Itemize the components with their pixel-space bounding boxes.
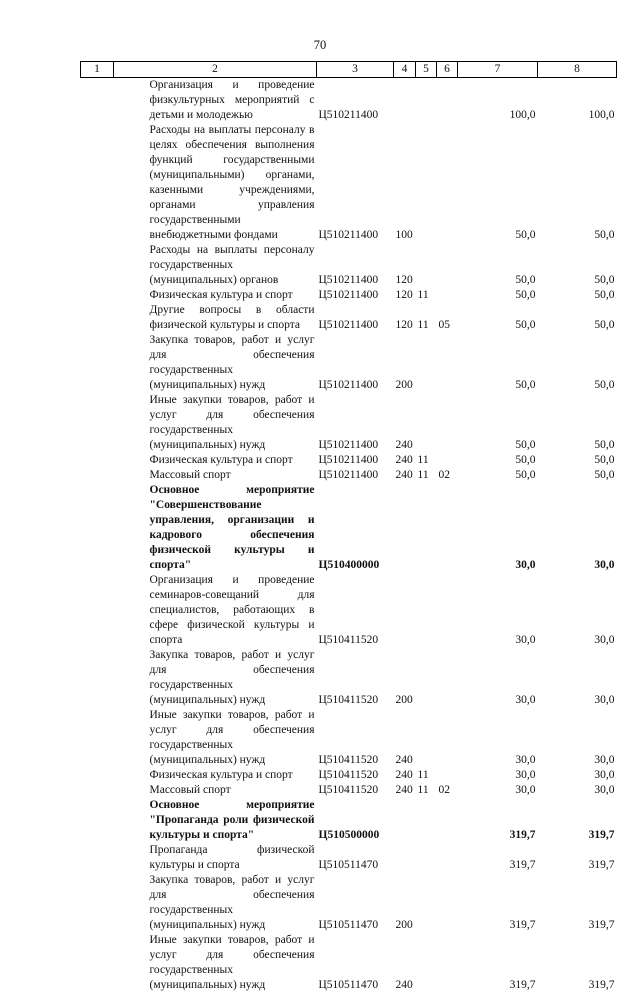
expense-type-cell: 240 (394, 393, 416, 453)
amount-col7-cell: 319,7 (458, 873, 538, 933)
expense-type-cell: 240 (394, 783, 416, 798)
row-name-cell: Закупка товаров, работ и услуг для обеспечения государственных (муниципальных) нужд (114, 333, 317, 393)
table-row (81, 393, 617, 453)
row-index-cell (81, 648, 114, 708)
subsection-cell (437, 288, 458, 303)
amount-col7-cell: 30,0 (458, 768, 538, 783)
expense-type-cell (394, 798, 416, 843)
subsection-cell (437, 483, 458, 573)
target-code-cell: Ц510411520 (317, 768, 394, 783)
row-index-cell (81, 468, 114, 483)
expense-type-cell: 100 (394, 123, 416, 243)
section-cell (416, 123, 437, 243)
table-row (81, 468, 617, 483)
row-name-cell: Расходы на выплаты персоналу в целях обеспечения выполнения функций государственными (муниципальными) органами, казенными учреждениями, органами управления государственными внебюджетными фондами (114, 123, 317, 243)
row-name-cell: Основное мероприятие "Совершенствование управления, организации и кадрового обеспечения физической культуры и спорта" (114, 483, 317, 573)
expense-type-cell: 240 (394, 768, 416, 783)
expense-type-cell (394, 573, 416, 648)
amount-col8-cell: 30,0 (538, 648, 617, 708)
amount-col8-cell: 50,0 (538, 288, 617, 303)
subsection-cell (437, 933, 458, 993)
amount-col7-cell: 50,0 (458, 288, 538, 303)
expense-type-cell: 120 (394, 303, 416, 333)
amount-col8-cell: 50,0 (538, 453, 617, 468)
table-row (81, 453, 617, 468)
target-code-cell: Ц510511470 (317, 933, 394, 993)
section-cell (416, 933, 437, 993)
subsection-cell (437, 768, 458, 783)
amount-col7-cell: 30,0 (458, 483, 538, 573)
row-name-cell: Пропаганда физической культуры и спорта (114, 843, 317, 873)
target-code-cell: Ц510211400 (317, 288, 394, 303)
table-row (81, 798, 617, 843)
section-cell (416, 798, 437, 843)
expense-type-cell: 200 (394, 333, 416, 393)
section-cell (416, 243, 437, 288)
section-cell (416, 843, 437, 873)
header-row (81, 62, 617, 78)
row-index-cell (81, 243, 114, 288)
subsection-cell (437, 123, 458, 243)
row-name-cell: Другие вопросы в области физической культуры и спорта (114, 303, 317, 333)
amount-col7-cell: 319,7 (458, 843, 538, 873)
table-row (81, 768, 617, 783)
subsection-cell: 05 (437, 303, 458, 333)
amount-col8-cell: 319,7 (538, 843, 617, 873)
subsection-cell (437, 798, 458, 843)
table-row (81, 573, 617, 648)
section-cell (416, 648, 437, 708)
target-code-cell: Ц510211400 (317, 243, 394, 288)
table-row (81, 783, 617, 798)
section-cell (416, 873, 437, 933)
table-row (81, 843, 617, 873)
target-code-cell: Ц510211400 (317, 393, 394, 453)
expense-type-cell (394, 483, 416, 573)
section-cell: 11 (416, 303, 437, 333)
section-cell: 11 (416, 453, 437, 468)
table-row (81, 708, 617, 768)
target-code-cell: Ц510411520 (317, 573, 394, 648)
subsection-cell (437, 843, 458, 873)
table-body (81, 78, 617, 993)
subsection-cell (437, 708, 458, 768)
amount-col7-cell: 30,0 (458, 648, 538, 708)
row-index-cell (81, 303, 114, 333)
subsection-cell (437, 453, 458, 468)
row-name-cell: Организация и проведение физкультурных мероприятий с детьми и молодежью (114, 78, 317, 124)
section-cell (416, 708, 437, 768)
row-name-cell: Основное мероприятие "Пропаганда роли физической культуры и спорта" (114, 798, 317, 843)
section-cell: 11 (416, 288, 437, 303)
table-row (81, 333, 617, 393)
amount-col7-cell: 50,0 (458, 243, 538, 288)
target-code-cell: Ц510411520 (317, 783, 394, 798)
row-name-cell: Закупка товаров, работ и услуг для обеспечения государственных (муниципальных) нужд (114, 648, 317, 708)
row-index-cell (81, 483, 114, 573)
expense-type-cell (394, 843, 416, 873)
amount-col7-cell: 319,7 (458, 798, 538, 843)
expense-type-cell: 200 (394, 873, 416, 933)
target-code-cell: Ц510211400 (317, 123, 394, 243)
row-index-cell (81, 783, 114, 798)
subsection-cell (437, 873, 458, 933)
section-cell (416, 333, 437, 393)
amount-col8-cell: 50,0 (538, 123, 617, 243)
target-code-cell: Ц510411520 (317, 648, 394, 708)
row-name-cell: Физическая культура и спорт (114, 288, 317, 303)
amount-col7-cell: 50,0 (458, 453, 538, 468)
amount-col8-cell: 30,0 (538, 768, 617, 783)
subsection-cell (437, 648, 458, 708)
amount-col7-cell: 50,0 (458, 468, 538, 483)
amount-col8-cell: 319,7 (538, 798, 617, 843)
row-index-cell (81, 768, 114, 783)
expense-type-cell: 120 (394, 243, 416, 288)
amount-col8-cell: 319,7 (538, 933, 617, 993)
subsection-cell (437, 243, 458, 288)
amount-col8-cell: 30,0 (538, 783, 617, 798)
row-name-cell: Иные закупки товаров, работ и услуг для обеспечения государственных (муниципальных) нужд (114, 393, 317, 453)
section-cell: 11 (416, 768, 437, 783)
amount-col8-cell: 30,0 (538, 708, 617, 768)
row-index-cell (81, 333, 114, 393)
column-header-1: 1 (81, 62, 114, 78)
expense-type-cell: 240 (394, 933, 416, 993)
amount-col8-cell: 30,0 (538, 483, 617, 573)
row-name-cell: Физическая культура и спорт (114, 768, 317, 783)
table-row (81, 483, 617, 573)
row-name-cell: Расходы на выплаты персоналу государственных (муниципальных) органов (114, 243, 317, 288)
expense-type-cell: 240 (394, 708, 416, 768)
table-row (81, 933, 617, 993)
row-index-cell (81, 933, 114, 993)
target-code-cell: Ц510211400 (317, 78, 394, 124)
section-cell: 11 (416, 783, 437, 798)
expense-type-cell: 200 (394, 648, 416, 708)
expense-type-cell: 240 (394, 453, 416, 468)
row-index-cell (81, 453, 114, 468)
subsection-cell: 02 (437, 783, 458, 798)
subsection-cell (437, 573, 458, 648)
amount-col7-cell: 30,0 (458, 708, 538, 768)
target-code-cell: Ц510500000 (317, 798, 394, 843)
table-row (81, 123, 617, 243)
row-index-cell (81, 873, 114, 933)
amount-col7-cell: 319,7 (458, 933, 538, 993)
subsection-cell (437, 393, 458, 453)
amount-col8-cell: 30,0 (538, 573, 617, 648)
table-row (81, 288, 617, 303)
row-index-cell (81, 78, 114, 124)
amount-col7-cell: 30,0 (458, 783, 538, 798)
column-header-8: 8 (538, 62, 617, 78)
table-row (81, 243, 617, 288)
row-index-cell (81, 843, 114, 873)
column-header-4: 4 (394, 62, 416, 78)
row-name-cell: Физическая культура и спорт (114, 453, 317, 468)
subsection-cell: 02 (437, 468, 458, 483)
section-cell (416, 78, 437, 124)
row-index-cell (81, 123, 114, 243)
amount-col7-cell: 50,0 (458, 393, 538, 453)
amount-col8-cell: 50,0 (538, 243, 617, 288)
expense-type-cell: 120 (394, 288, 416, 303)
column-header-2: 2 (114, 62, 317, 78)
amount-col7-cell: 50,0 (458, 123, 538, 243)
target-code-cell: Ц510211400 (317, 453, 394, 468)
table-row (81, 873, 617, 933)
section-cell: 11 (416, 468, 437, 483)
table-row (81, 78, 617, 124)
amount-col7-cell: 50,0 (458, 333, 538, 393)
column-header-5: 5 (416, 62, 437, 78)
row-index-cell (81, 708, 114, 768)
amount-col7-cell: 50,0 (458, 303, 538, 333)
amount-col8-cell: 50,0 (538, 333, 617, 393)
target-code-cell: Ц510511470 (317, 873, 394, 933)
amount-col8-cell: 100,0 (538, 78, 617, 124)
row-index-cell (81, 573, 114, 648)
target-code-cell: Ц510211400 (317, 303, 394, 333)
row-index-cell (81, 393, 114, 453)
table-row (81, 303, 617, 333)
target-code-cell: Ц510211400 (317, 468, 394, 483)
row-index-cell (81, 798, 114, 843)
target-code-cell: Ц510400000 (317, 483, 394, 573)
amount-col7-cell: 30,0 (458, 573, 538, 648)
subsection-cell (437, 78, 458, 124)
expense-type-cell (394, 78, 416, 124)
row-name-cell: Иные закупки товаров, работ и услуг для обеспечения государственных (муниципальных) нужд (114, 933, 317, 993)
column-header-7: 7 (458, 62, 538, 78)
budget-table (80, 61, 617, 993)
target-code-cell: Ц510511470 (317, 843, 394, 873)
page-number: 70 (0, 38, 640, 53)
amount-col8-cell: 50,0 (538, 303, 617, 333)
row-name-cell: Организация и проведение семинаров-совещаний для специалистов, работающих в сфере физической культуры и спорта (114, 573, 317, 648)
table-row (81, 648, 617, 708)
section-cell (416, 393, 437, 453)
column-header-3: 3 (317, 62, 394, 78)
amount-col7-cell: 100,0 (458, 78, 538, 124)
row-name-cell: Закупка товаров, работ и услуг для обеспечения государственных (муниципальных) нужд (114, 873, 317, 933)
amount-col8-cell: 50,0 (538, 468, 617, 483)
row-name-cell: Иные закупки товаров, работ и услуг для обеспечения государственных (муниципальных) нужд (114, 708, 317, 768)
subsection-cell (437, 333, 458, 393)
row-index-cell (81, 288, 114, 303)
section-cell (416, 483, 437, 573)
row-name-cell: Массовый спорт (114, 468, 317, 483)
column-header-6: 6 (437, 62, 458, 78)
section-cell (416, 573, 437, 648)
expense-type-cell: 240 (394, 468, 416, 483)
amount-col8-cell: 319,7 (538, 873, 617, 933)
target-code-cell: Ц510211400 (317, 333, 394, 393)
row-name-cell: Массовый спорт (114, 783, 317, 798)
target-code-cell: Ц510411520 (317, 708, 394, 768)
amount-col8-cell: 50,0 (538, 393, 617, 453)
